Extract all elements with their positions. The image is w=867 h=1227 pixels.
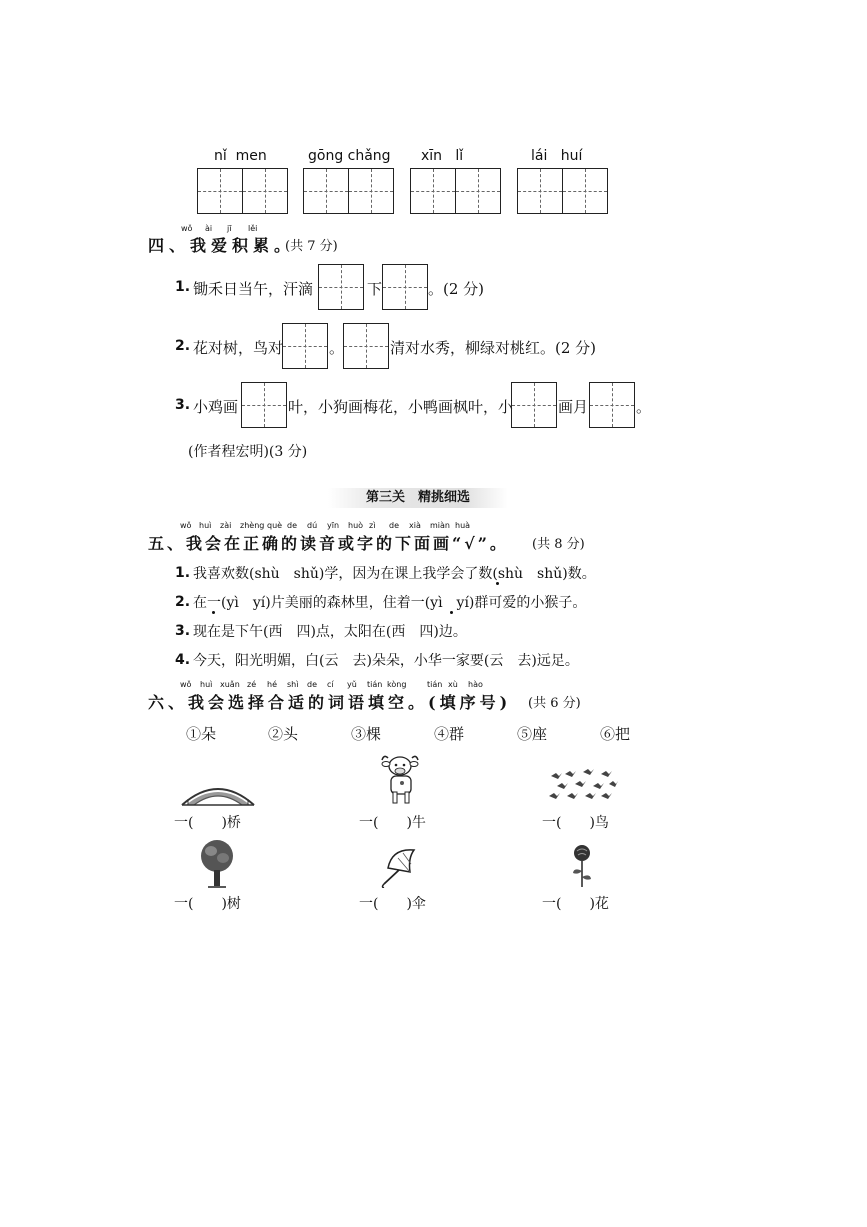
q4-2-text-a: 花对树，鸟对 <box>193 339 284 357</box>
section4-pinyin-1: wǒ <box>181 224 193 233</box>
q4-1-text-c: 。(2 分) <box>428 280 485 298</box>
q4-2-text-c: 清对水秀，柳绿对桃红。(2 分) <box>390 339 597 357</box>
s6-py: zé <box>247 680 257 689</box>
s5-py: dú <box>307 521 318 530</box>
q4-3-text-b: 叶，小狗画梅花，小鸭画枫叶，小 <box>288 398 514 416</box>
s5-py: zài <box>220 521 232 530</box>
s6-py: shì <box>287 680 299 689</box>
s6-py: cí <box>327 680 334 689</box>
s6-py: tián <box>367 680 383 689</box>
q4-1-text-a: 锄禾日当午，汗滴 <box>193 280 314 298</box>
writing-grid-2[interactable] <box>303 168 394 214</box>
pinyin-word-3: xīn lǐ <box>421 148 464 164</box>
q4-2-text-b: 。 <box>329 339 345 357</box>
s6-py: yǔ <box>347 680 357 689</box>
emphasis-dot <box>450 611 453 614</box>
pinyin-word-4: lái huí <box>531 148 583 164</box>
s6-py: huì <box>200 680 213 689</box>
section5-score: (共 8 分) <box>532 537 585 552</box>
s5-py: zì <box>369 521 376 530</box>
section4-pinyin-3: jī <box>227 224 232 233</box>
s6-py: xuǎn <box>220 680 240 689</box>
q5-4-text: 今天，阳光明媚，白(云 去)朵朵，小华一家要(云 去)远足。 <box>193 653 579 669</box>
section6-score: (共 6 分) <box>528 696 581 711</box>
q4-1-answer-grid[interactable] <box>318 264 364 310</box>
s5-py: yīn <box>327 521 340 530</box>
tree-icon <box>198 838 236 890</box>
q4-2-answer-grid[interactable] <box>282 323 328 369</box>
blank-tree[interactable]: 一( )树 <box>174 896 241 912</box>
pinyin-word-2: gōng chǎng <box>308 148 391 164</box>
s5-py: huì <box>199 521 212 530</box>
s5-py: de <box>389 521 399 530</box>
q4-3-answer-grid-2[interactable] <box>511 382 557 428</box>
q5-4-number: 4. <box>175 652 191 668</box>
q4-1-text-b: 下 <box>367 280 383 298</box>
section6-pinyin-row <box>180 680 488 689</box>
section6-title: 六、我会选择合适的词语填空。(填序号) <box>148 693 512 712</box>
birds-icon <box>547 768 619 804</box>
pinyin-word-1: nǐ men <box>214 148 267 164</box>
q5-2-text: 在一(yì yí)片美丽的森林里，住着一(yì yí)群可爱的小猴子。 <box>193 595 587 611</box>
s5-py: miàn <box>430 521 450 530</box>
bridge-icon <box>180 775 256 807</box>
q5-3-text: 现在是下午(西 四)点，太阳在(西 四)边。 <box>193 624 467 640</box>
section4-pinyin-4: lěi <box>248 224 258 233</box>
option-6: ⑥把 <box>600 725 631 743</box>
section4-title: 四、我爱积累。 <box>148 236 296 255</box>
option-2: ②头 <box>268 725 299 743</box>
q5-3-number: 3. <box>175 623 191 639</box>
emphasis-dot <box>212 611 215 614</box>
blank-flower[interactable]: 一( )花 <box>542 896 609 912</box>
s5-py: de <box>287 521 297 530</box>
q5-2-number: 2. <box>175 594 191 610</box>
s5-py: huà <box>455 521 471 530</box>
q4-2-answer-grid-2[interactable] <box>343 323 389 369</box>
flower-icon <box>568 843 596 889</box>
q4-1-number: 1. <box>175 279 191 295</box>
s6-py: hé <box>267 680 277 689</box>
q4-3-text-d: 。 <box>636 398 652 416</box>
option-5: ⑤座 <box>517 725 548 743</box>
option-3: ③棵 <box>351 725 382 743</box>
q4-3-number: 3. <box>175 397 191 413</box>
s5-py: xià <box>409 521 421 530</box>
section-banner: 第三关 精挑细选 <box>328 488 508 508</box>
s6-py: hào <box>468 680 483 689</box>
s6-py: kòng <box>387 680 407 689</box>
q4-3-answer-grid[interactable] <box>241 382 287 428</box>
s6-py: wǒ <box>180 680 192 689</box>
q5-1-number: 1. <box>175 565 191 581</box>
writing-grid-4[interactable] <box>517 168 608 214</box>
q4-2-number: 2. <box>175 338 191 354</box>
q5-1-text: 我喜欢数(shù shǔ)学，因为在课上我学会了数(shù shǔ)数。 <box>193 566 596 582</box>
section5-title: 五、我会在正确的读音或字的下面画“√”。 <box>148 534 509 553</box>
emphasis-dot <box>496 582 499 585</box>
q4-3-text-a: 小鸡画 <box>193 398 239 416</box>
blank-bird[interactable]: 一( )鸟 <box>542 815 609 831</box>
s6-py: tián <box>427 680 443 689</box>
blank-umbrella[interactable]: 一( )伞 <box>359 896 426 912</box>
s5-py: què <box>267 521 283 530</box>
q4-3-text-c: 画月 <box>558 398 589 416</box>
q4-1-answer-grid-2[interactable] <box>382 264 428 310</box>
umbrella-icon <box>378 846 422 888</box>
writing-grid-3[interactable] <box>410 168 501 214</box>
cow-icon <box>378 752 422 806</box>
blank-cow[interactable]: 一( )牛 <box>359 815 426 831</box>
section5-pinyin-row <box>180 521 475 530</box>
section4-pinyin-2: ài <box>205 224 213 233</box>
s5-py: zhèng <box>240 521 265 530</box>
s5-py: wǒ <box>180 521 192 530</box>
option-1: ①朵 <box>186 725 217 743</box>
section4-score: (共 7 分) <box>285 239 338 254</box>
q4-3-answer-grid-3[interactable] <box>589 382 635 428</box>
q4-3-author: (作者程宏明)(3 分) <box>188 444 308 460</box>
blank-bridge[interactable]: 一( )桥 <box>174 815 241 831</box>
writing-grid-1[interactable] <box>197 168 288 214</box>
s5-py: huò <box>348 521 364 530</box>
option-4: ④群 <box>434 725 465 743</box>
s6-py: xù <box>448 680 458 689</box>
s6-py: de <box>307 680 317 689</box>
